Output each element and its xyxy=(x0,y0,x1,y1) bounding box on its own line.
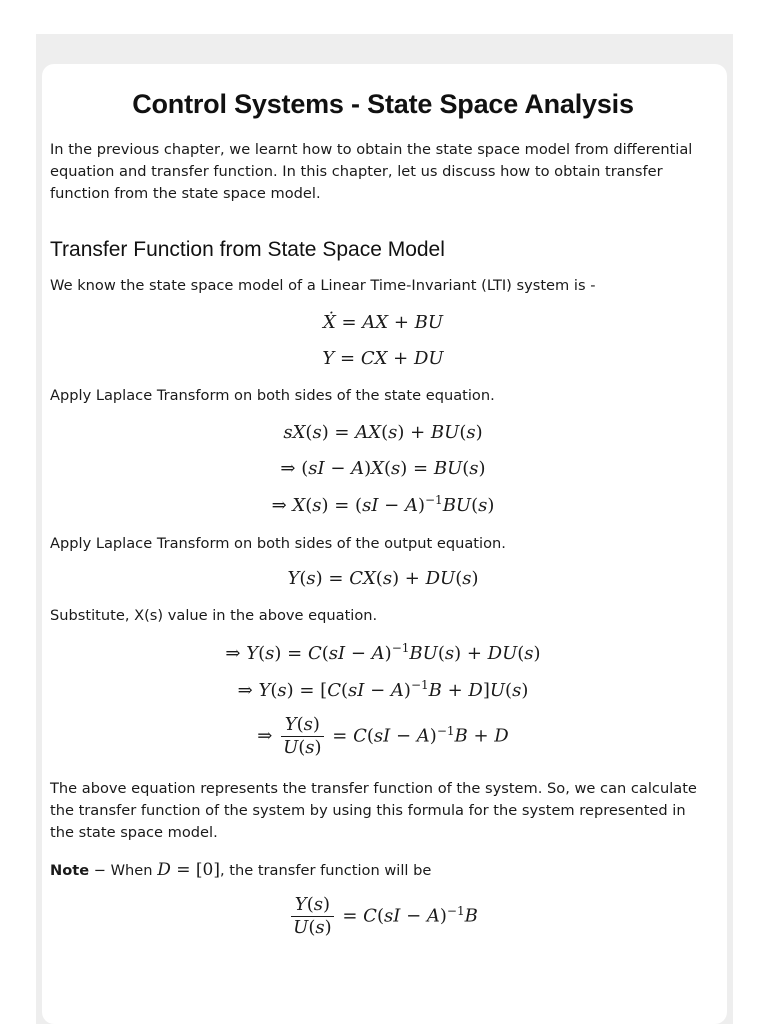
section-heading: Transfer Function from State Space Model xyxy=(50,238,445,261)
note-text-post: , the transfer function will be xyxy=(219,862,432,879)
state-solution-equation: ⇒ X(s) = (sI − A)$^{-1}$BU(s) xyxy=(271,493,495,516)
state-space-intro-text: We know the state space model of a Linear Time-Invariant (LTI) system is - xyxy=(50,277,596,294)
note-paragraph xyxy=(50,859,700,882)
state-equation: Ẋ = AX + BU xyxy=(322,312,444,333)
rearranged-state-equation: ⇒ (sI − A)X(s) = BU(s) xyxy=(280,458,486,479)
conclusion-paragraph: The above equation represents the transfer function of the system. So, we can calculate the transfer function of the system by using this formula for the system represented in the state space model. xyxy=(50,780,697,841)
laplace-output-equation: Y(s) = CX(s) + DU(s) xyxy=(287,568,479,589)
note-label: Note xyxy=(50,862,90,879)
substitute-text: Substitute, X(s) value in the above equation. xyxy=(50,607,378,624)
laplace-state-equation: sX(s) = AX(s) + BU(s) xyxy=(283,422,483,443)
substituted-equation: ⇒ Y(s) = C(sI − A)$^{-1}$BU(s) + DU(s) xyxy=(225,641,541,664)
transfer-function-d-zero-equation: $\frac{Y(s)}{U(s)}$ = C(sI − A)$^{-1}$B xyxy=(293,894,478,938)
output-equation: Y = CX + DU xyxy=(322,348,444,369)
page-title: Control Systems - State Space Analysis xyxy=(132,89,634,119)
factored-equation: ⇒ Y(s) = [C(sI − A)$^{-1}$B + D]U(s) xyxy=(237,678,529,701)
transfer-function-equation: ⇒ $\frac{Y(s)}{U(s)}$ = C(sI − A)$^{-1}$B + D xyxy=(257,714,509,758)
intro-paragraph: In the previous chapter, we learnt how to obtain the state space model from differential equation and transfer function. In this chapter, let us discuss how to obtain transfer function from the state space model. xyxy=(50,141,693,202)
note-text-pre: − When xyxy=(89,862,158,879)
laplace-state-text: Apply Laplace Transform on both sides of the state equation. xyxy=(50,387,495,404)
note-condition-math: D = [0] xyxy=(157,860,220,880)
laplace-output-text: Apply Laplace Transform on both sides of the output equation. xyxy=(50,535,506,552)
